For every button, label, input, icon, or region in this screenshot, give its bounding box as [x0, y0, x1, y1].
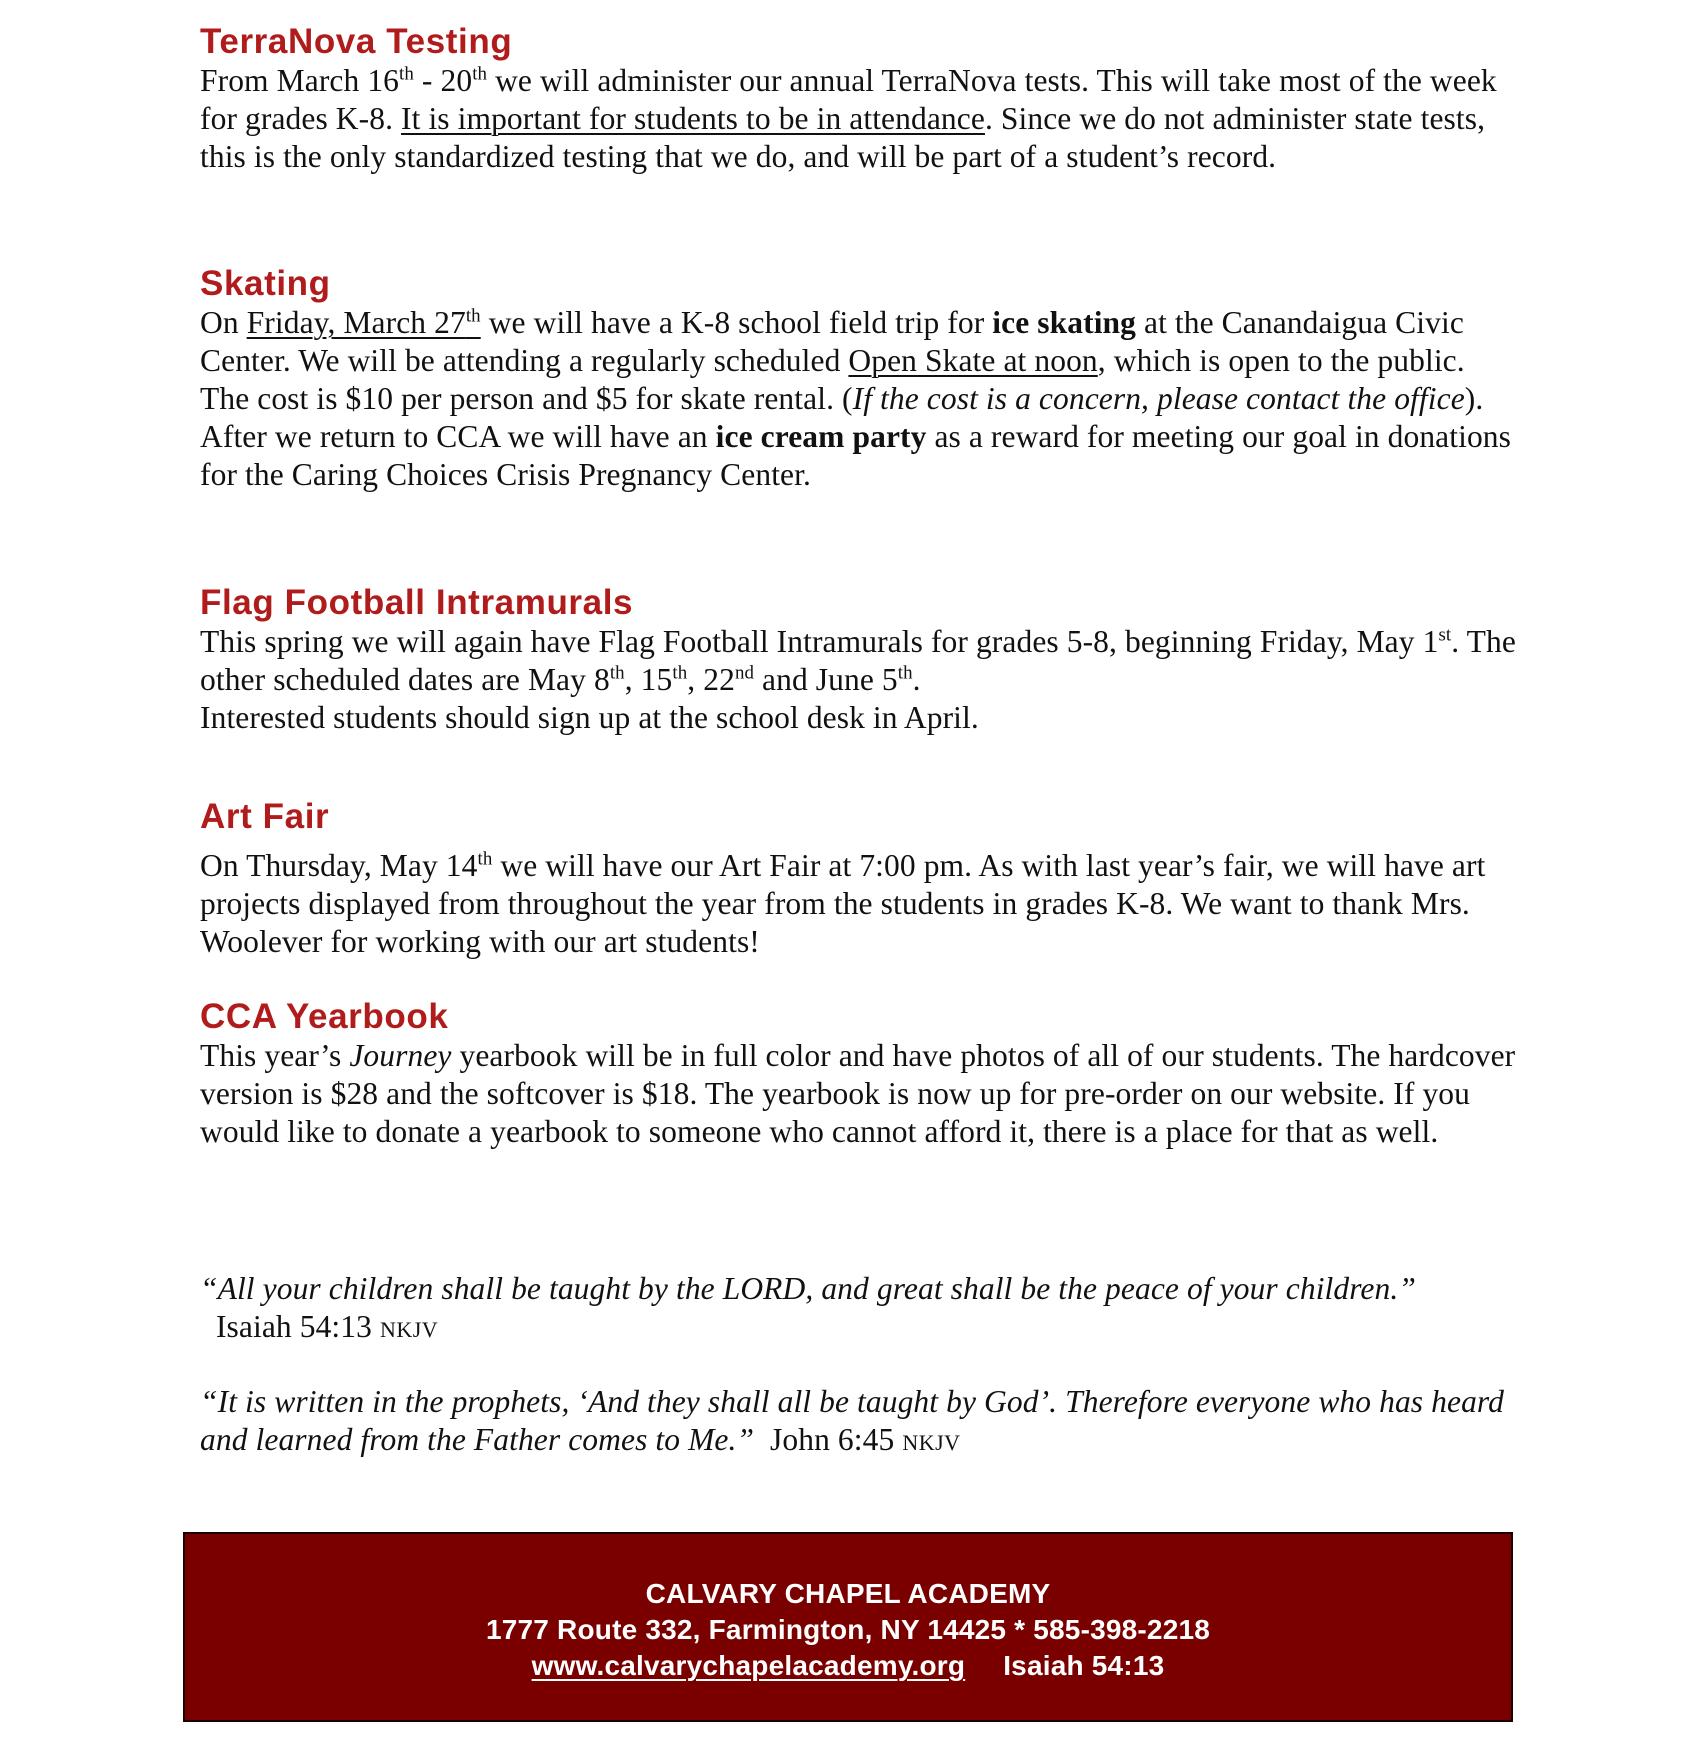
- footer-links-row: [185, 1648, 1511, 1684]
- section-body: [200, 304, 1520, 494]
- section-heading: Skating: [200, 264, 331, 303]
- quote-text: “It is written in the prophets, ‘And they shall all be taught by God’. Therefore everyone who has heard and learned from the Father comes to Me.”: [200, 1384, 1504, 1457]
- quote-text: “All your children shall be taught by the LORD, and great shall be the peace of your children.”: [200, 1271, 1416, 1306]
- text-run: , 15: [624, 662, 673, 697]
- open-skate-emphasis: Open Skate at noon: [848, 343, 1098, 378]
- text-run: we will have a K-8 school field trip for: [480, 305, 993, 340]
- text-run: From March 16: [200, 63, 400, 98]
- scripture-quote: [200, 1383, 1520, 1462]
- section-body: [200, 623, 1520, 737]
- yearbook-name: Journey: [349, 1038, 452, 1073]
- school-name: CALVARY CHAPEL ACADEMY: [645, 1578, 1051, 1609]
- section-heading: Art Fair: [200, 797, 330, 836]
- section-flag-football: [200, 583, 1520, 737]
- trip-date: [247, 305, 481, 340]
- ordinal-suffix: st: [1438, 624, 1452, 646]
- cost-concern-note: If the cost is a concern, please contact the office: [852, 381, 1465, 416]
- quote-reference: John 6:45: [754, 1422, 903, 1457]
- text-run: as a reward for meeting our goal in donations for the Caring Choices Crisis Pregnancy Center.: [200, 419, 1512, 492]
- ordinal-suffix: nd: [734, 662, 755, 684]
- footer-verse: Isaiah 54:13: [1003, 1650, 1165, 1681]
- text-run: we will administer our annual TerraNova tests. This will take most of the week for grades K-8.: [200, 63, 1497, 136]
- ordinal-suffix: th: [609, 662, 625, 684]
- section-body: [200, 62, 1520, 176]
- text-run: at the Canandaigua Civic Center. We will be attending a regularly scheduled: [200, 305, 1464, 378]
- school-address-phone: 1777 Route 332, Farmington, NY 14425 * 585-398-2218: [485, 1614, 1211, 1645]
- text-run: This spring we will again have Flag Football Intramurals for grades 5-8, beginning Friday, May 1: [200, 624, 1439, 659]
- bible-version: NKJV: [379, 1317, 439, 1342]
- text-run: . The other scheduled dates are May 8: [200, 624, 1516, 697]
- text-run: yearbook will be in full color and have photos of all of our students. The hardcover version is $28 and the softcover is $18. The yearbook is now up for pre-order on our website. If you would like to donate a yearbook to someone who cannot afford it, there is a place for that as well.: [200, 1038, 1516, 1149]
- section-art-fair: [200, 797, 1520, 961]
- text-run: Friday, March 27: [246, 305, 466, 340]
- text-run: On: [200, 305, 247, 340]
- text-run: . Since we do not administer state tests, this is the only standardized testing that we do, and will be part of a student’s record.: [200, 101, 1486, 174]
- text-run: we will have our Art Fair at 7:00 pm. As with last year’s fair, we will have art projects displayed from throughout the year from the students in grades K-8. We want to thank Mrs. Woolever for working with our art students!: [200, 848, 1486, 959]
- bible-version: NKJV: [902, 1430, 961, 1455]
- section-heading: Flag Football Intramurals: [200, 583, 634, 622]
- attendance-emphasis: It is important for students to be in attendance: [401, 101, 985, 136]
- text-run: , which is open to the public. The cost is $10 per person and $5 for skate rental. (: [200, 343, 1465, 416]
- text-run: and June 5: [754, 662, 898, 697]
- school-contact-footer: [183, 1532, 1513, 1722]
- ordinal-suffix: th: [897, 662, 913, 684]
- text-run: ). After we return to CCA we will have an: [200, 381, 1484, 454]
- text-run: , 22: [687, 662, 735, 697]
- text-run: On Thursday, May 14: [200, 848, 478, 883]
- ice-skating-emphasis: ice skating: [992, 305, 1137, 340]
- ordinal-suffix: th: [477, 848, 493, 870]
- section-body: [200, 1037, 1520, 1151]
- scripture-quote: [200, 1270, 1520, 1349]
- text-run: Interested students should sign up at the school desk in April.: [200, 700, 979, 735]
- quote-reference: Isaiah 54:13: [200, 1309, 380, 1344]
- text-run: - 20: [413, 63, 473, 98]
- ordinal-suffix: th: [672, 662, 688, 684]
- section-cca-yearbook: [200, 997, 1520, 1151]
- section-body: [200, 847, 1520, 961]
- website-link[interactable]: www.calvarychapelacademy.org: [531, 1650, 966, 1681]
- ice-cream-party-emphasis: ice cream party: [715, 419, 927, 454]
- text-run: This year’s: [200, 1038, 350, 1073]
- section-heading: CCA Yearbook: [200, 997, 449, 1036]
- section-skating: [200, 264, 1520, 494]
- ordinal-suffix: th: [465, 305, 481, 327]
- ordinal-suffix: th: [399, 63, 414, 85]
- section-heading: TerraNova Testing: [200, 22, 513, 61]
- text-run: .: [912, 662, 921, 697]
- ordinal-suffix: th: [472, 63, 488, 85]
- section-terranova-testing: [200, 22, 1520, 176]
